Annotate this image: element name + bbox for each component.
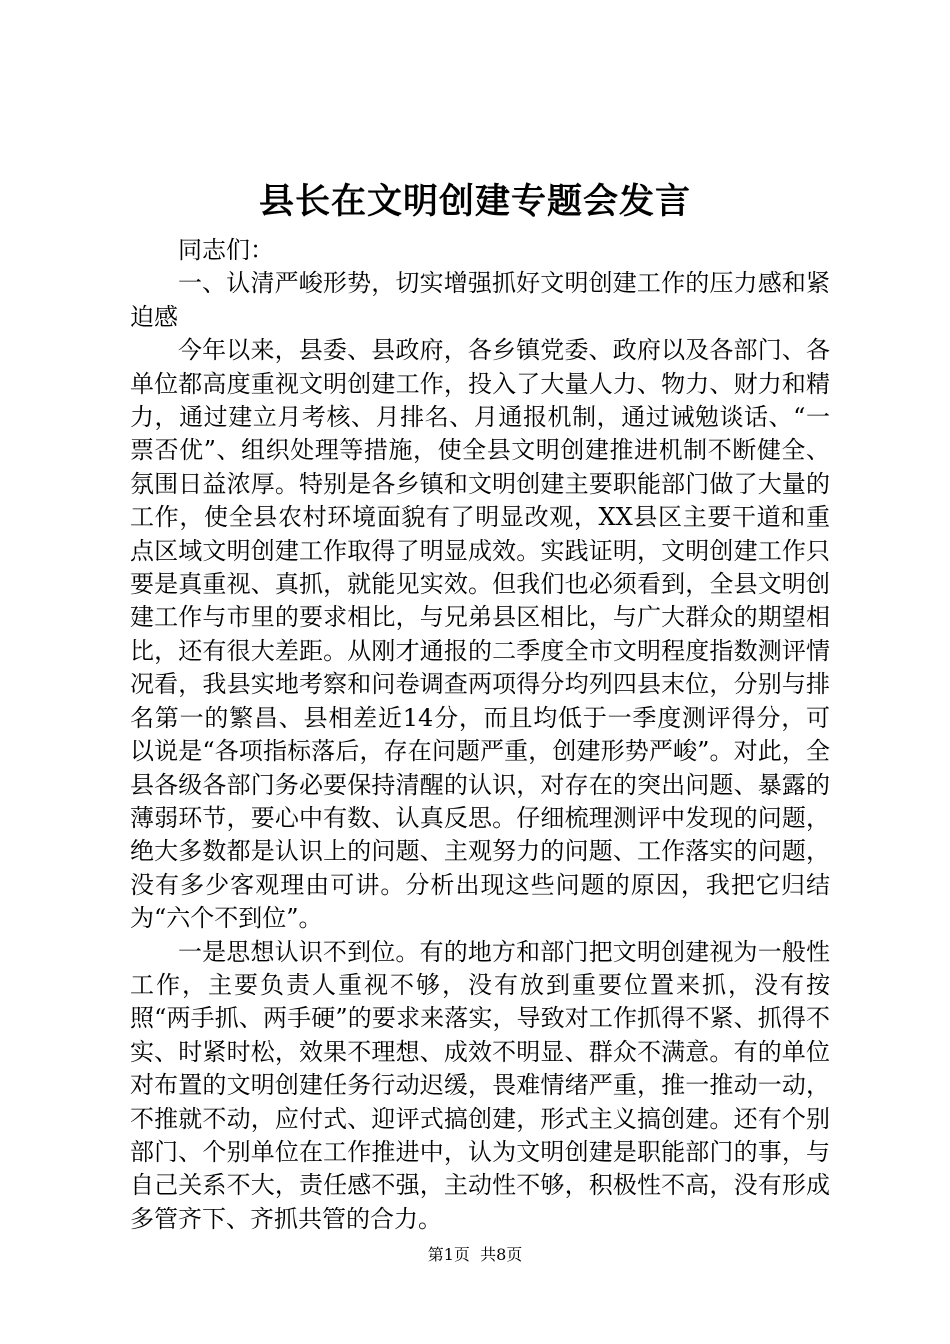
body-paragraph: 今年以来，县委、县政府，各乡镇党委、政府以及各部门、各单位都高度重视文明创建工作，投入了大量人力、物力、财力和精力，通过建立月考核、月排名、月通报机制，通过诫勉谈话、“一票否优”、组织处理等措施，使全县文明创建推进机制不断健全、氛围日益浓厚。特别是各乡镇和文明创建主要职能部门做了大量的工作，使全县农村环境面貌有了明显改观，XX县区主要干道和重点区域文明创建工作取得了明显成效。实践证明，文明创建工作只要是真重视、真抓，就能见实效。但我们也必须看到，全县文明创建工作与市里的要求相比，与兄弟县区相比，与广大群众的期望相比，还有很大差距。从刚才通报的二季度全市文明程度指数测评情况看，我县实地考察和问卷调查两项得分均列四县末位，分别与排名第一的繁昌、县相差近14分，而且均低于一季度测评得分，可以说是“各项指标落后，存在问题严重，创建形势严峻”。对此，全县各级各部门务必要保持清醒的认识，对存在的突出问题、暴露的薄弱环节，要心中有数、认真反思。仔细梳理测评中发现的问题，绝大多数都是认识上的问题、主观努力的问题、工作落实的问题，没有多少客观理由可讲。分析出现这些问题的原因，我把它归结为“六个不到位”。: [130, 336, 830, 933]
page-number-footer: 第1页 共8页: [427, 1245, 523, 1264]
document-title: 县长在文明创建专题会发言: [258, 181, 691, 222]
section-heading-paragraph: 一、认清严峻形势，切实增强抓好文明创建工作的压力感和紧迫感: [130, 269, 830, 331]
salutation-paragraph: 同志们：: [178, 236, 274, 264]
document-body: [130, 234, 830, 1236]
body-paragraph: 一是思想认识不到位。有的地方和部门把文明创建视为一般性工作，主要负责人重视不够，没有放到重要位置来抓，没有按照“两手抓、两手硬”的要求来落实，导致对工作抓得不紧、抓得不实、时紧时松，效果不理想、成效不明显、群众不满意。有的单位对布置的文明创建任务行动迟缓，畏难情绪严重，推一推动一动，不推就不动，应付式、迎评式搞创建，形式主义搞创建。还有个别部门、个别单位在工作推进中，认为文明创建是职能部门的事，与自己关系不大，责任感不强，主动性不够，积极性不高，没有形成多管齐下、齐抓共管的合力。: [130, 937, 830, 1233]
